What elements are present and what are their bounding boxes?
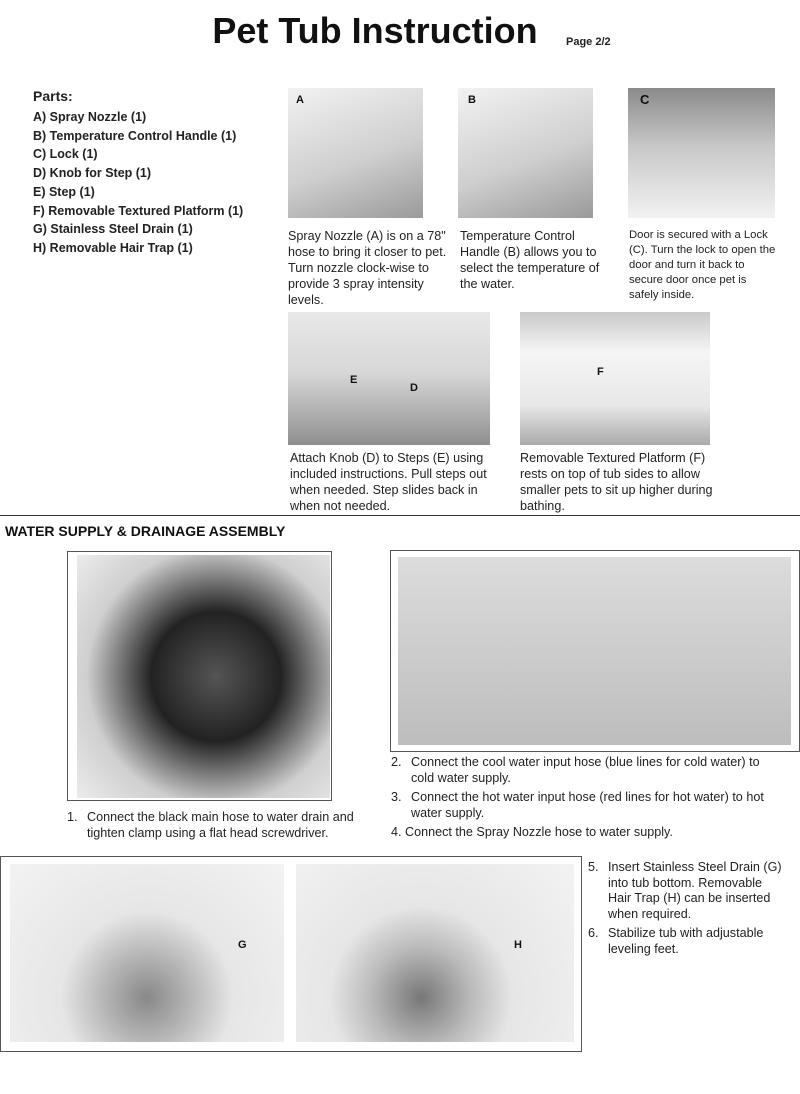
part-item: G) Stainless Steel Drain (1) [33, 222, 193, 237]
drain-photo [10, 864, 284, 1042]
step-item: 6. Stabilize tub with adjustable leveling feet. [588, 926, 764, 956]
part-item: H) Removable Hair Trap (1) [33, 240, 193, 255]
step-list-1 [67, 810, 367, 845]
part-item: C) Lock (1) [33, 147, 98, 162]
photo-label: H [514, 939, 522, 951]
page-title: Pet Tub Instruction [212, 10, 538, 51]
temperature-handle-photo [458, 88, 593, 218]
photo-label: B [468, 94, 476, 106]
drain-hose-photo [77, 555, 330, 798]
step-item: 1. Connect the black main hose to water drain and tighten clamp using a flat head screwdriver. [67, 810, 354, 840]
part-item: D) Knob for Step (1) [33, 166, 152, 181]
step-item: 5. Insert Stainless Steel Drain (G) into tub bottom. Removable Hair Trap (H) can be inserted when required. [588, 860, 782, 921]
photo-label: F [597, 366, 604, 378]
temperature-handle-caption: Temperature Control Handle (B) allows you to select the temperature of the water. [460, 229, 600, 291]
lock-caption: Door is secured with a Lock (C). Turn the lock to open the door and turn it back to secure door once pet is safely inside. [629, 229, 776, 301]
part-item: A) Spray Nozzle (1) [33, 110, 147, 124]
step-item: 3. Connect the hot water input hose (red lines for hot water) to hot water supply. [391, 790, 764, 820]
section-heading: WATER SUPPLY & DRAINAGE ASSEMBLY [5, 523, 286, 539]
parts-heading: Parts: [33, 88, 73, 104]
drain-figure [0, 856, 582, 1052]
water-hoses-photo [398, 557, 791, 745]
spray-nozzle-photo [288, 88, 423, 218]
step-item: 2. Connect the cool water input hose (blue lines for cold water) to cold water supply. [391, 755, 760, 785]
hair-trap-photo [296, 864, 574, 1042]
water-hoses-figure [390, 550, 800, 752]
photo-label: C [640, 92, 650, 107]
step-item: 4. Connect the Spray Nozzle hose to water supply. [391, 825, 673, 839]
parts-list [33, 108, 243, 258]
step-list-2 [391, 755, 771, 845]
step-caption: Attach Knob (D) to Steps (E) using included instructions. Pull steps out when needed. Step slides back in when not needed. [290, 451, 487, 513]
photo-label: G [238, 939, 247, 951]
platform-caption: Removable Textured Platform (F) rests on top of tub sides to allow smaller pets to sit up higher during bathing. [520, 451, 713, 513]
section-divider [0, 515, 800, 516]
step-photo [288, 312, 490, 445]
drain-hose-figure [67, 551, 332, 801]
photo-label: D [410, 382, 418, 394]
part-item: B) Temperature Control Handle (1) [33, 128, 237, 143]
photo-label: E [350, 374, 358, 386]
lock-photo [628, 88, 775, 218]
spray-nozzle-caption: Spray Nozzle (A) is on a 78" hose to bring it closer to pet. Turn nozzle clock-wise to provide 3 spray intensity levels. [288, 229, 447, 307]
photo-label: A [296, 94, 304, 106]
part-item: E) Step (1) [33, 184, 95, 199]
part-item: F) Removable Textured Platform (1) [33, 203, 244, 218]
platform-photo [520, 312, 710, 445]
page-number: Page 2/2 [566, 36, 611, 48]
step-list-3 [588, 860, 788, 961]
